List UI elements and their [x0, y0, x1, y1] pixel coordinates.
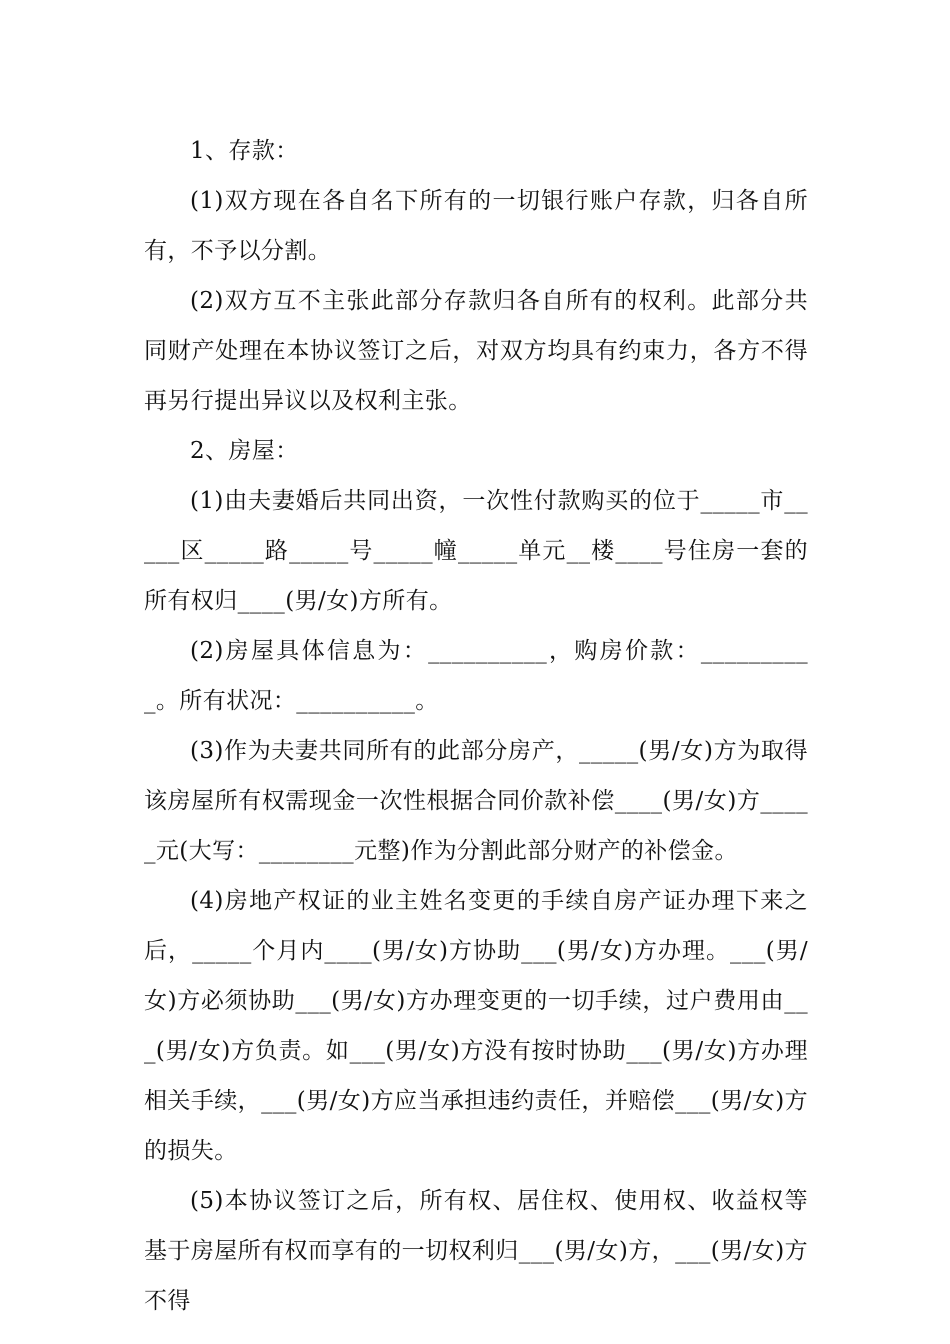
section-heading-deposits: 1、存款： — [190, 138, 299, 164]
paragraph-deposits-1: (1)双方现在各自名下所有的一切银行账户存款，归各自所有，不予以分割。 — [144, 188, 808, 264]
paragraph-house-3: (3)作为夫妻共同所有的此部分房产，_____(男/女)方为取得该房屋所有权需现金一次性根据合同价款补偿____(男/女)方_____元(大写：________元整)作为分割此部分财产的补偿金。 — [144, 738, 808, 864]
document-body — [144, 126, 808, 1326]
paragraph-house-5: (5)本协议签订之后，所有权、居住权、使用权、收益权等基于房屋所有权而享有的一切权利归___(男/女)方，___(男/女)方不得 — [144, 1188, 808, 1314]
section-heading-house: 2、房屋： — [190, 438, 299, 464]
paragraph-house-1: (1)由夫妻婚后共同出资，一次性付款购买的位于_____市_____区_____路_____号_____幢_____单元__楼____号住房一套的所有权归____(男/女)方所有。 — [144, 488, 808, 614]
paragraph-house-4: (4)房地产权证的业主姓名变更的手续自房产证办理下来之后，_____个月内____(男/女)方协助___(男/女)方办理。___(男/女)方必须协助___(男/女)方办理变更的一切手续，过户费用由___(男/女)方负责。如___(男/女)方没有按时协助___(男/女)方办理相关手续，___(男/女)方应当承担违约责任，并赔偿___(男/女)方的损失。 — [144, 888, 808, 1164]
paragraph-house-2: (2)房屋具体信息为：__________，购房价款：__________。所有状况：__________。 — [144, 638, 808, 714]
paragraph-deposits-2: (2)双方互不主张此部分存款归各自所有的权利。此部分共同财产处理在本协议签订之后，对双方均具有约束力，各方不得再另行提出异议以及权利主张。 — [144, 288, 808, 414]
